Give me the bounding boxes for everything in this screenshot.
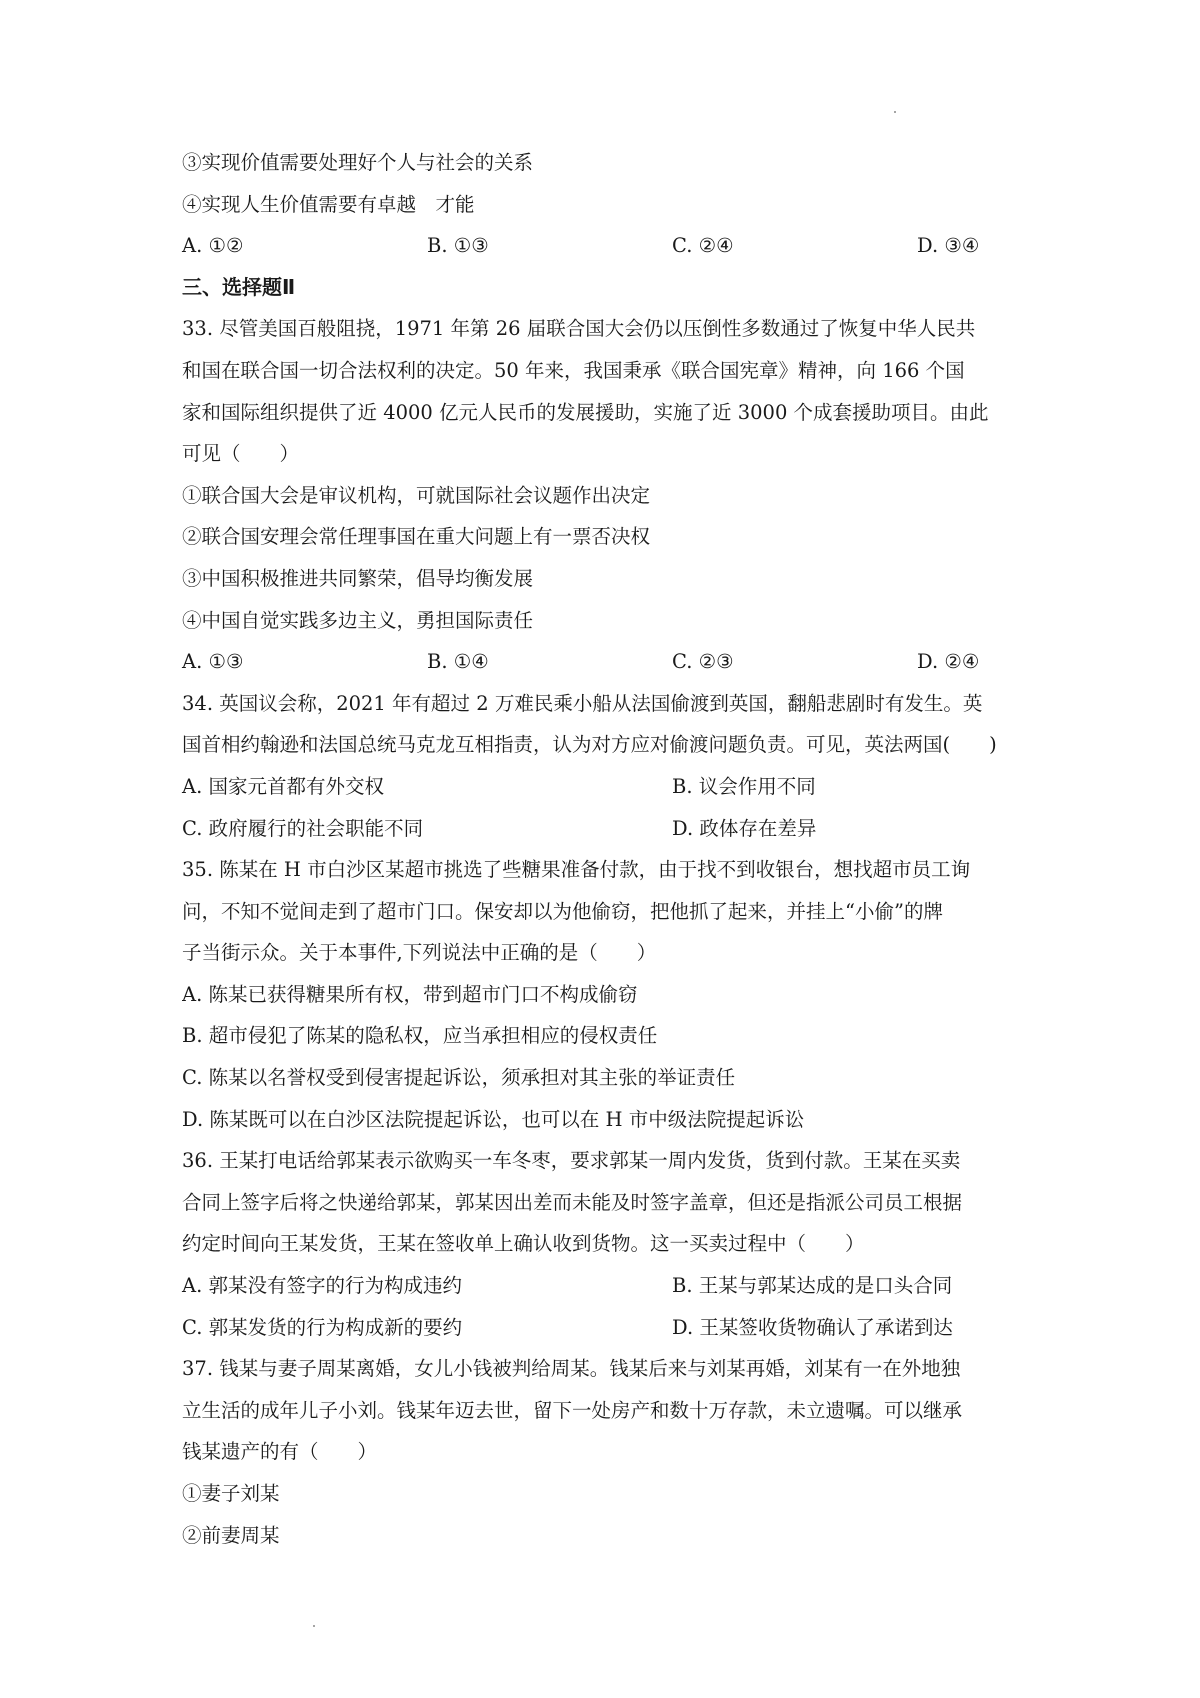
question-stem-line: 国首相约翰逊和法国总统马克龙互相指责，认为对方应对偷渡问题负责。可见，英法两国( ) bbox=[182, 733, 997, 757]
option-d: D. 王某签收货物确认了承诺到达 bbox=[672, 1315, 953, 1339]
question-stem-line: 立生活的成年儿子小刘。钱某年迈去世，留下一处房产和数十万存款，未立遗嘱。可以继承 bbox=[182, 1398, 963, 1422]
question-stem-line: 35. 陈某在 H 市白沙区某超市挑选了些糖果准备付款，由于找不到收银台，想找超市员工询 bbox=[182, 858, 971, 882]
statement-1: ①妻子刘某 bbox=[182, 1482, 280, 1505]
question-stem-line: 家和国际组织提供了近 4000 亿元人民币的发展援助，实施了近 3000 个成套援助项目。由此 bbox=[182, 400, 989, 424]
question-35 bbox=[182, 849, 1042, 1140]
question-stem-line: 可见（ ） bbox=[182, 442, 300, 466]
question-stem-line: 33. 尽管美国百般阻挠，1971 年第 26 届联合国大会仍以压倒性多数通过了恢复中华人民共 bbox=[182, 317, 976, 341]
question-stem-line: 34. 英国议会称，2021 年有超过 2 万难民乘小船从法国偷渡到英国，翻船悲剧时有发生。英 bbox=[182, 691, 983, 715]
q36-options-row bbox=[182, 1265, 1042, 1307]
option-c: C. 陈某以名誉权受到侵害提起诉讼，须承担对其主张的举证责任 bbox=[182, 1066, 736, 1090]
q36-options-row bbox=[182, 1307, 1042, 1349]
question-stem-line: 问，不知不觉间走到了超市门口。保安却以为他偷窃，把他抓了起来，并挂上“小偷”的牌 bbox=[182, 899, 943, 923]
statement-4: ④实现人生价值需要有卓越 才能 bbox=[182, 192, 475, 216]
question-37 bbox=[182, 1348, 1042, 1556]
question-stem-line: 约定时间向王某发货，王某在签收单上确认收到货物。这一买卖过程中（ ） bbox=[182, 1232, 865, 1256]
option-c: C. 郭某发货的行为构成新的要约 bbox=[182, 1315, 463, 1339]
statement-3: ③实现价值需要处理好个人与社会的关系 bbox=[182, 151, 534, 174]
question-stem-line: 钱某遗产的有（ ） bbox=[182, 1440, 378, 1464]
statement-3: ③中国积极推进共同繁荣，倡导均衡发展 bbox=[182, 566, 534, 590]
option-a: A. 陈某已获得糖果所有权，带到超市门口不构成偷窃 bbox=[182, 982, 638, 1006]
section-title: 三、选择题Ⅱ bbox=[182, 274, 296, 299]
statement-4: ④中国自觉实践多边主义，勇担国际责任 bbox=[182, 608, 534, 632]
option-b: B. 超市侵犯了陈某的隐私权，应当承担相应的侵权责任 bbox=[182, 1024, 658, 1048]
option-c: C. 政府履行的社会职能不同 bbox=[182, 816, 424, 840]
scan-speck bbox=[313, 1625, 315, 1627]
option-b: B. ①④ bbox=[427, 650, 489, 674]
question-34 bbox=[182, 683, 1042, 849]
option-d: D. 政体存在差异 bbox=[672, 816, 817, 840]
question-stem-line: 合同上签字后将之快递给郭某，郭某因出差而未能及时签字盖章，但还是指派公司员工根据 bbox=[182, 1190, 963, 1214]
option-d: D. 陈某既可以在白沙区法院提起诉讼，也可以在 H 市中级法院提起诉讼 bbox=[182, 1107, 805, 1131]
option-a: A. 郭某没有签字的行为构成违约 bbox=[182, 1274, 462, 1298]
q34-options-row bbox=[182, 766, 1042, 808]
q32-options bbox=[182, 225, 1042, 267]
question-stem-line: 37. 钱某与妻子周某离婚，女儿小钱被判给周某。钱某后来与刘某再婚，刘某有一在外地独 bbox=[182, 1357, 961, 1381]
statement-1: ①联合国大会是审议机构，可就国际社会议题作出决定 bbox=[182, 483, 651, 507]
page-content bbox=[182, 142, 1042, 1556]
option-a: A. 国家元首都有外交权 bbox=[182, 774, 384, 798]
option-b: B. ①③ bbox=[427, 234, 489, 258]
question-36 bbox=[182, 1140, 1042, 1348]
question-stem-line: 和国在联合国一切合法权利的决定。50 年来，我国秉承《联合国宪章》精神，向 166 个国 bbox=[182, 358, 965, 382]
statement-2: ②前妻周某 bbox=[182, 1523, 280, 1547]
question-stem-line: 36. 王某打电话给郭某表示欲购买一车冬枣，要求郭某一周内发货，货到付款。王某在买卖 bbox=[182, 1149, 961, 1173]
q34-options-row bbox=[182, 808, 1042, 850]
option-d: D. ③④ bbox=[917, 234, 980, 258]
option-d: D. ②④ bbox=[917, 650, 980, 674]
question-33 bbox=[182, 308, 1042, 682]
q33-options bbox=[182, 641, 1042, 683]
option-c: C. ②③ bbox=[672, 650, 734, 674]
scan-speck bbox=[894, 111, 896, 113]
statement-2: ②联合国安理会常任理事国在重大问题上有一票否决权 bbox=[182, 525, 651, 549]
option-a: A. ①② bbox=[182, 234, 244, 258]
option-c: C. ②④ bbox=[672, 234, 734, 258]
option-b: B. 议会作用不同 bbox=[672, 774, 816, 798]
option-b: B. 王某与郭某达成的是口头合同 bbox=[672, 1274, 953, 1298]
option-a: A. ①③ bbox=[182, 650, 244, 674]
question-stem-line: 子当街示众。关于本事件,下列说法中正确的是（ ） bbox=[182, 941, 657, 965]
